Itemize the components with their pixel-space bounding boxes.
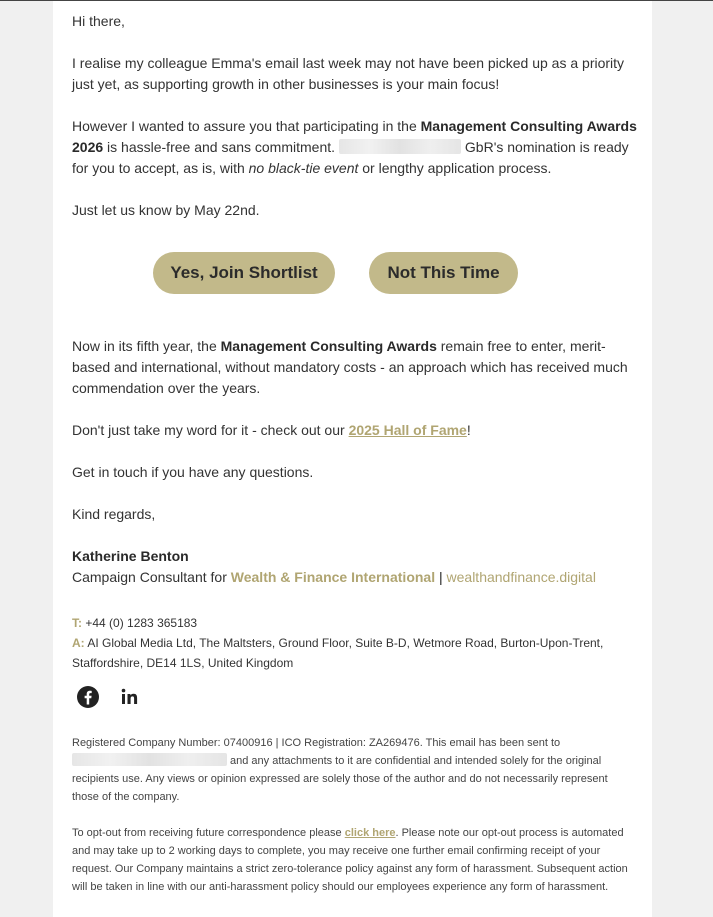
signature-separator: | [438,569,443,585]
optout-link[interactable]: click here [344,827,396,839]
email-body [53,1,652,917]
linkedin-icon[interactable] [118,685,142,709]
address-text: AI Global Media Ltd, The Maltsters, Ground Floor, Suite B-D, Wetmore Road, Burton-Upon-Trent, Staffordshire, DE14 1LS, United Kingdom [72,636,604,670]
redacted-company-name [339,139,461,154]
signature-name: Katherine Benton [72,548,189,564]
assurance-paragraph: However I wanted to assure you that participating in the Management Consulting Awards 2026 is hassle-free and sans commitment. GbR's nomination is ready for you to accept, as is, with no black-tie event or lengthy application process. [72,118,637,176]
intro-paragraph: I realise my colleague Emma's email last week may not have been picked up as a priority just yet, as supporting growth in other businesses is your main focus! [72,55,625,92]
hall-of-fame-paragraph: Don't just take my word for it - check out our 2025 Hall of Fame! [72,422,471,438]
facebook-icon[interactable] [76,685,100,709]
award-name: Management Consulting Awards 2026 [72,118,637,155]
phone-number: +44 (0) 1283 365183 [85,616,198,630]
registration-text: Registered Company Number: 07400916 | ICO Registration: ZA269476. This email has been sent to and any attachments to it are confidential and intended solely for the original recipients use. Any views or opinion expressed are solely those of the author and do not necessarily represent those of the company. [72,737,608,803]
phone-label: T: [72,616,82,630]
website-link[interactable]: wealthandfinance.digital [446,569,596,585]
signature-role: Campaign Consultant for Wealth & Finance International | wealthandfinance.digital [72,569,596,585]
company-link[interactable]: Wealth & Finance International [230,569,436,585]
not-this-time-button[interactable]: Not This Time [369,252,518,294]
greeting: Hi there, [72,13,125,29]
questions-text: Get in touch if you have any questions. [72,464,314,480]
award-short-name: Management Consulting Awards [220,338,437,354]
address-label: A: [72,636,85,650]
deadline-text: Just let us know by May 22nd. [72,202,260,218]
closing-text: Kind regards, [72,506,156,522]
awards-paragraph: Now in its fifth year, the Management Consulting Awards remain free to enter, merit-based and international, without mandatory costs - an approach which has received much commendation over the years. [72,338,628,396]
address-line [72,633,637,673]
join-shortlist-button[interactable]: Yes, Join Shortlist [153,252,335,294]
optout-text: To opt-out from receiving future correspondence please click here. Please note our opt-out process is automated and may take up to 2 working days to complete, you may receive one further email confirming receipt of your request. Our Company maintains a strict zero-tolerance policy against any form of harassment. Subsequent action will be taken in line with our anti-harassment policy should our employees experience any form of harassment. [72,827,628,893]
hall-of-fame-link[interactable]: 2025 Hall of Fame [348,422,467,438]
no-black-tie-emphasis: no black-tie event [248,160,359,176]
phone-line [72,613,637,633]
redacted-email [72,753,227,766]
